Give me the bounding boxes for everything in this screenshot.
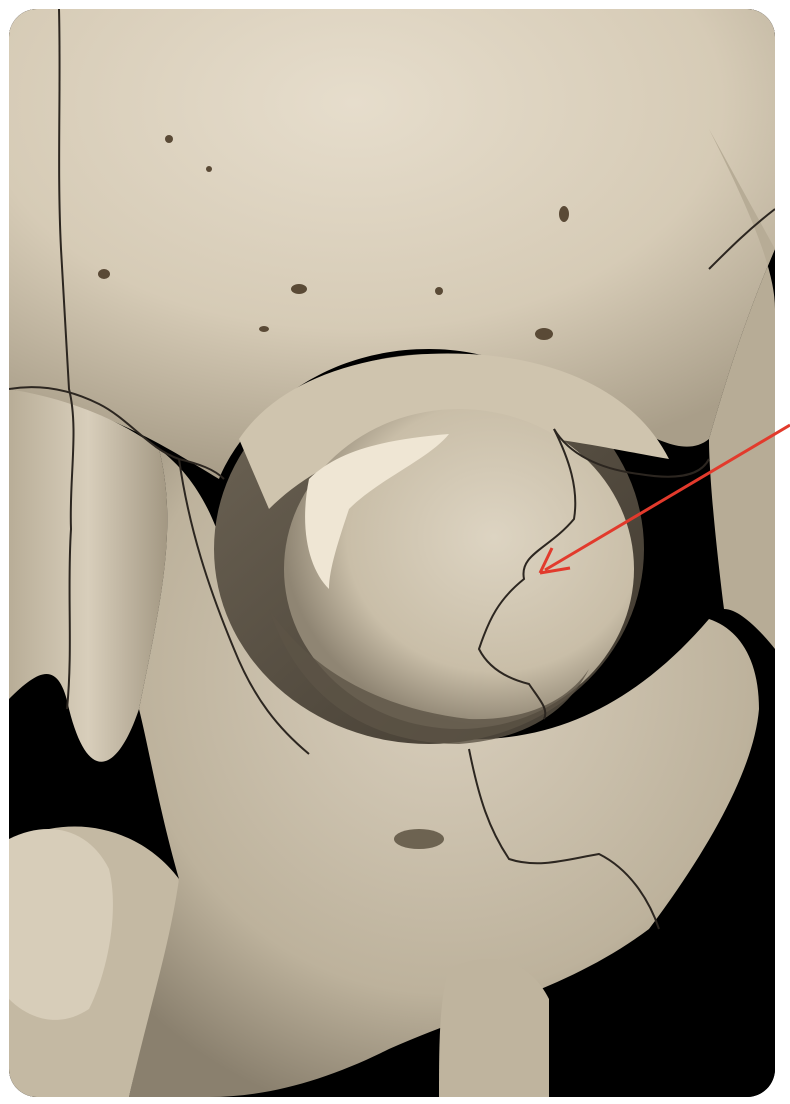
lower-jaw-segment <box>439 959 549 1097</box>
infraorbital-foramen <box>394 829 444 849</box>
skull-illustration-card <box>9 9 775 1097</box>
skull-illustration <box>9 9 775 1097</box>
